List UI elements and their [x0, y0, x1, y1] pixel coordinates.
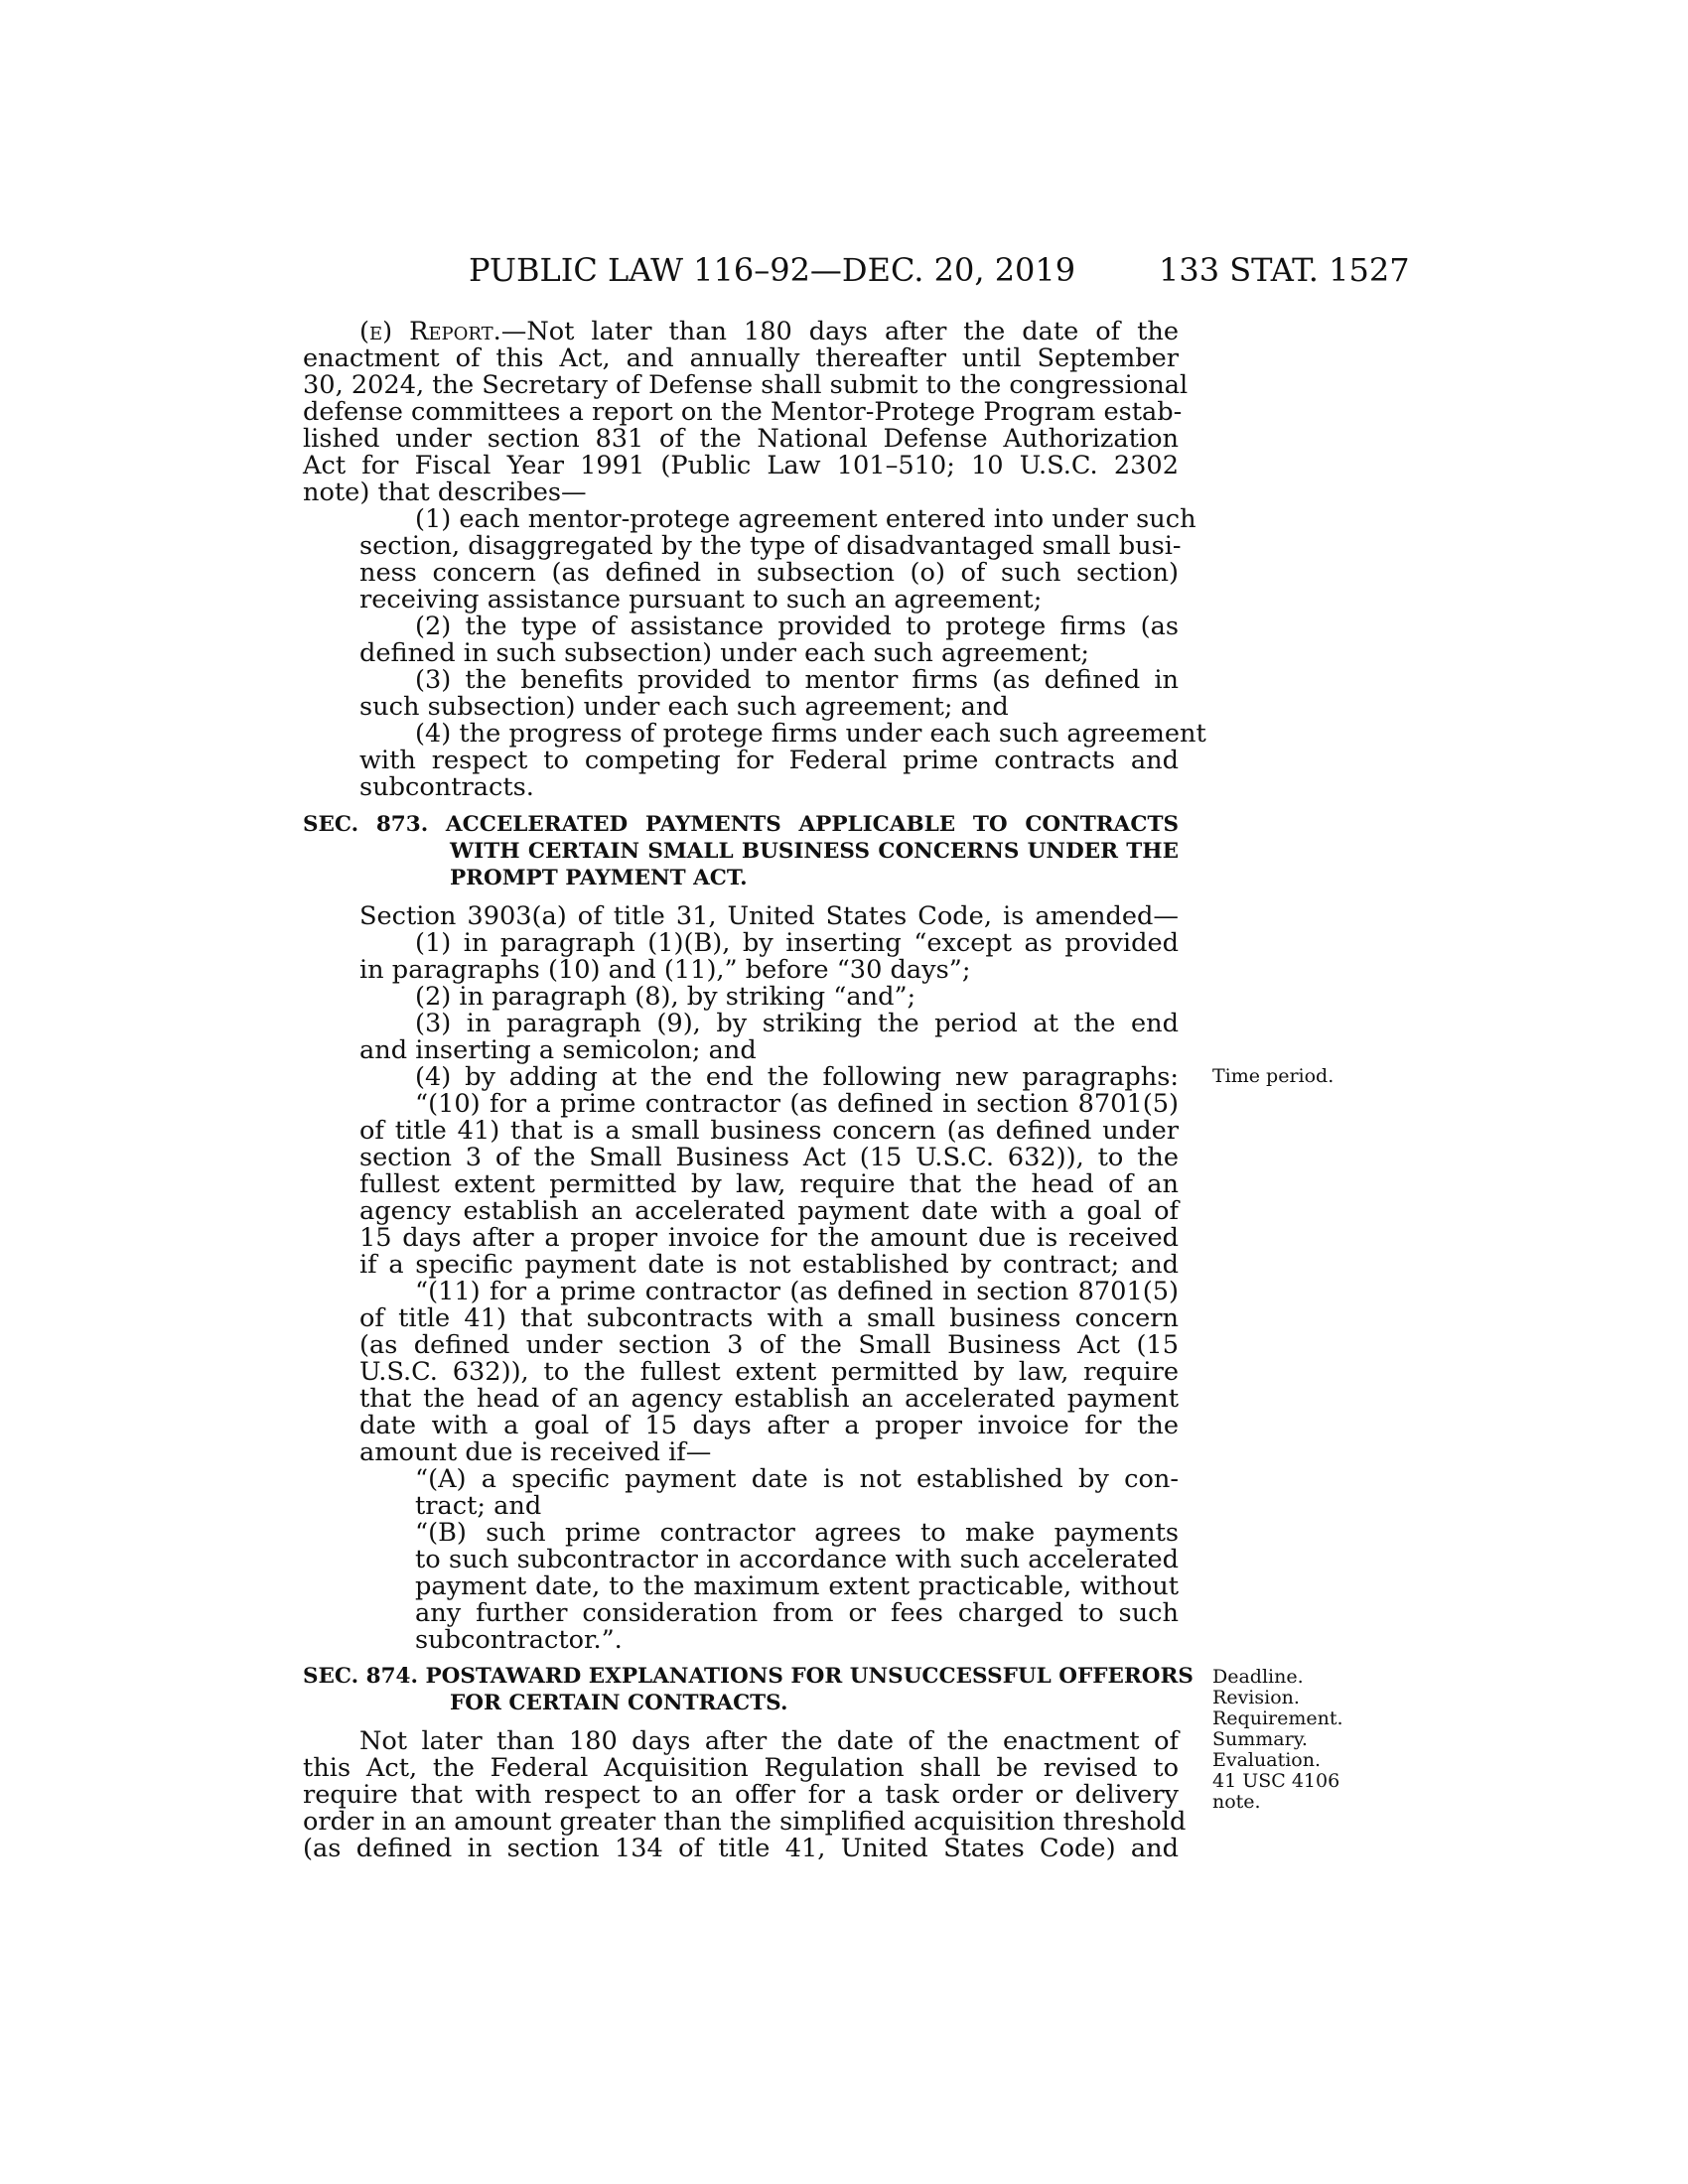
section-873-line: section 3 of the Small Business Act (15 U.S.C. 632)), to the — [359, 1143, 1179, 1172]
margin-note: note. — [1212, 1791, 1261, 1813]
section-873-line: payment date, to the maximum extent practicable, without — [415, 1571, 1179, 1601]
report-line: enactment of this Act, and annually thereafter until September — [303, 343, 1179, 373]
report-line: defense committees a report on the Mentor-Protege Program estab- — [303, 397, 1183, 427]
margin-note: Evaluation. — [1212, 1749, 1321, 1771]
section-873-line: of title 41) that subcontracts with a small business concern — [359, 1303, 1179, 1333]
section-873-line: fullest extent permitted by law, require that the head of an — [359, 1169, 1179, 1199]
report-item-3: (3) the benefits provided to mentor firms (as defined in — [415, 665, 1179, 695]
report-item-4: (4) the progress of protege firms under each such agreement — [415, 719, 1206, 749]
section-874-line: Not later than 180 days after the date of the enactment of — [359, 1726, 1179, 1756]
report-line: note) that describes— — [303, 478, 587, 507]
section-873-line: tract; and — [415, 1491, 542, 1521]
section-873-line: any further consideration from or fees charged to such — [415, 1598, 1179, 1628]
report-item-1: ness concern (as defined in subsection (o) of such section) — [359, 558, 1179, 588]
section-873-line: U.S.C. 632)), to the fullest extent permitted by law, require — [359, 1357, 1179, 1387]
section-873-line: to such subcontractor in accordance with such accelerated — [415, 1545, 1179, 1574]
section-873-line: (as defined under section 3 of the Small Business Act (15 — [359, 1330, 1179, 1360]
section-873-line: “(A) a specific payment date is not established by con- — [415, 1464, 1179, 1494]
section-873-line: (3) in paragraph (9), by striking the period at the end — [415, 1009, 1179, 1038]
section-873-line: Section 3903(a) of title 31, United States Code, is amended— — [359, 901, 1179, 931]
report-line: lished under section 831 of the National Defense Authorization — [303, 424, 1179, 454]
section-873-line: and inserting a semicolon; and — [359, 1035, 757, 1065]
section-873-line: “(10) for a prime contractor (as defined in section 8701(5) — [415, 1089, 1179, 1119]
section-873-line: amount due is received if— — [359, 1437, 712, 1467]
section-874-line: order in an amount greater than the simplified acquisition threshold — [303, 1807, 1187, 1837]
section-873-line: subcontractor.”. — [415, 1625, 623, 1655]
section-873-line: agency establish an accelerated payment date with a goal of — [359, 1196, 1179, 1226]
section-873-line: in paragraphs (10) and (11),” before “30 days”; — [359, 955, 971, 985]
report-line: Act for Fiscal Year 1991 (Public Law 101–510; 10 U.S.C. 2302 — [303, 451, 1179, 480]
report-item-4: subcontracts. — [359, 772, 534, 802]
section-873-line: “(B) such prime contractor agrees to make payments — [415, 1518, 1179, 1548]
report-item-1: receiving assistance pursuant to such an agreement; — [359, 585, 1043, 614]
section-873-line: that the head of an agency establish an accelerated payment — [359, 1384, 1179, 1414]
margin-note: Summary. — [1212, 1728, 1308, 1750]
section-873-heading: WITH CERTAIN SMALL BUSINESS CONCERNS UNDER THE — [450, 839, 1179, 864]
section-874-line: this Act, the Federal Acquisition Regulation shall be revised to — [303, 1753, 1179, 1783]
page-number: 133 STAT. 1527 — [1159, 251, 1410, 289]
report-line: 30, 2024, the Secretary of Defense shall submit to the congressional — [303, 370, 1189, 400]
section-873-line: (2) in paragraph (8), by striking “and”; — [415, 982, 916, 1012]
report-first-line: (e) Report.—Not later than 180 days after the date of the — [359, 317, 1179, 346]
section-873-line: “(11) for a prime contractor (as defined in section 8701(5) — [415, 1277, 1179, 1306]
report-item-4: with respect to competing for Federal prime contracts and — [359, 746, 1179, 775]
margin-note: Deadline. — [1212, 1666, 1304, 1688]
section-873-line: (1) in paragraph (1)(B), by inserting “except as provided — [415, 928, 1179, 958]
section-874-heading: SEC. 874. POSTAWARD EXPLANATIONS FOR UNSUCCESSFUL OFFERORS — [303, 1664, 1194, 1689]
report-item-1: (1) each mentor-protege agreement entered into under such — [415, 504, 1196, 534]
report-label: (e) Report. — [359, 317, 501, 346]
section-873-line: date with a goal of 15 days after a proper invoice for the — [359, 1411, 1179, 1440]
report-item-2: (2) the type of assistance provided to protege firms (as — [415, 612, 1179, 641]
margin-note: Requirement. — [1212, 1707, 1343, 1729]
section-873-line: of title 41) that is a small business concern (as defined under — [359, 1116, 1179, 1146]
report-item-1: section, disaggregated by the type of disadvantaged small busi- — [359, 531, 1182, 561]
section-873-line: 15 days after a proper invoice for the amount due is received — [359, 1223, 1179, 1253]
section-874-heading: FOR CERTAIN CONTRACTS. — [450, 1691, 788, 1715]
section-874-line: (as defined in section 134 of title 41, United States Code) and — [303, 1834, 1179, 1863]
report-item-2: defined in such subsection) under each such agreement; — [359, 638, 1089, 668]
margin-note-time-period: Time period. — [1212, 1065, 1335, 1087]
section-873-line: if a specific payment date is not established by contract; and — [359, 1250, 1179, 1280]
report-item-3: such subsection) under each such agreement; and — [359, 692, 1009, 722]
running-header-title: PUBLIC LAW 116–92—DEC. 20, 2019 — [469, 251, 1076, 289]
margin-note: Revision. — [1212, 1687, 1300, 1708]
section-873-heading: PROMPT PAYMENT ACT. — [450, 866, 748, 890]
section-873-heading: SEC. 873. ACCELERATED PAYMENTS APPLICABLE TO CONTRACTS — [303, 812, 1179, 837]
margin-note: 41 USC 4106 — [1212, 1770, 1340, 1792]
section-874-line: require that with respect to an offer for a task order or delivery — [303, 1780, 1179, 1810]
section-873-line: (4) by adding at the end the following new paragraphs: — [415, 1062, 1179, 1092]
